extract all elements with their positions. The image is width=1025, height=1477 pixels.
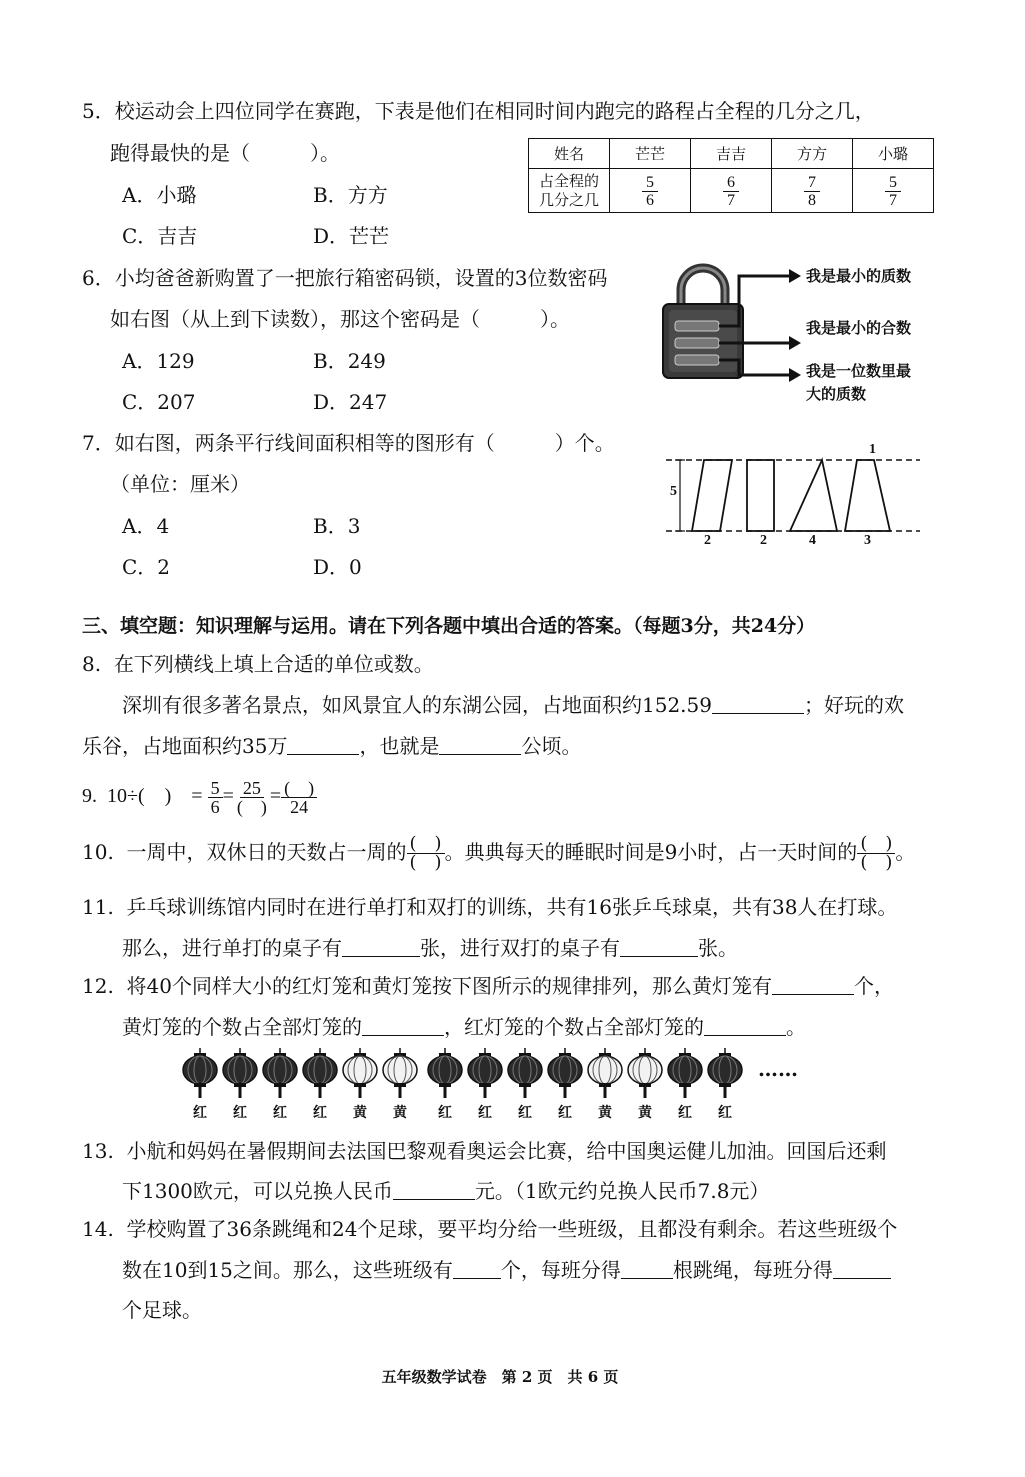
q7-number: 7． (82, 431, 115, 455)
section-3-title: 三、填空题：知识理解与运用。请在下列各题中填出合适的答案。（每题3分，共24分） (82, 615, 816, 637)
lantern-icon (300, 1048, 340, 1100)
bottom-label-1: 2 (704, 533, 711, 548)
lantern-item (665, 1048, 705, 1122)
q14-text-c: 根跳绳，每班分得 (672, 1258, 833, 1282)
answer-blank[interactable] (833, 1258, 891, 1279)
q8-text-e: 公顷。 (521, 734, 582, 758)
fraction-cell (772, 169, 853, 213)
q11-text-c: 张。 (698, 936, 738, 960)
trapezoid-5 (845, 460, 890, 531)
fraction (234, 779, 270, 816)
lantern-icon (465, 1048, 505, 1100)
lantern-icon (545, 1048, 585, 1100)
q9-number: 9. (82, 785, 97, 807)
fraction[interactable] (407, 835, 445, 872)
lantern-icon (625, 1048, 665, 1100)
q6-line1 (82, 265, 607, 291)
q13-text-a: 下1300欧元，可以兑换人民币 (122, 1179, 393, 1203)
fraction-denominator: 6 (210, 796, 220, 817)
answer-blank[interactable] (620, 936, 698, 957)
padlock-figure (655, 258, 805, 388)
answer-blank[interactable] (393, 1179, 475, 1200)
fraction-numerator[interactable]: ( ) (281, 779, 317, 798)
q8-line1 (82, 651, 434, 677)
lantern-row (180, 1048, 780, 1122)
q8-text: 在下列横线上填上合适的单位或数。 (113, 652, 434, 676)
q10-number: 10. (82, 840, 114, 864)
q8-text-d: ，也就是 (359, 734, 440, 758)
q8-line2 (122, 692, 904, 718)
lantern-icon (380, 1048, 420, 1100)
q6-option-c[interactable]: C．207 (122, 390, 196, 414)
q13-line2 (122, 1178, 769, 1204)
fraction-cell (610, 169, 691, 213)
q12-text-c: 黄灯笼的个数占全部灯笼的 (122, 1015, 362, 1039)
fraction-numerator: 5 (642, 174, 658, 192)
q13-line1 (82, 1138, 887, 1164)
lantern-color-label: 红 (313, 1105, 327, 1121)
q12-text-b: 个， (853, 974, 894, 998)
lantern-item (340, 1048, 380, 1122)
q14-line2 (122, 1257, 891, 1283)
bottom-label-2: 2 (760, 533, 767, 548)
q14-number: 14. (82, 1217, 114, 1241)
q14-line1 (82, 1216, 897, 1242)
lock-label-middle: 我是最小的合数 (806, 319, 912, 337)
table-header-xiaolu: 小璐 (853, 139, 934, 169)
fraction-denominator: 7 (889, 191, 897, 209)
lantern-icon (220, 1048, 260, 1100)
fraction-numerator: ( ) (407, 835, 445, 854)
lantern-item (505, 1048, 545, 1122)
q5-line1 (82, 98, 875, 124)
q9-part1: 10÷( ) = (107, 785, 203, 807)
q12-text-a: 将40个同样大小的红灯笼和黄灯笼按下图所示的规律排列，那么黄灯笼有 (126, 974, 772, 998)
lantern-icon (505, 1048, 545, 1100)
q7-option-a[interactable]: A．4 (122, 514, 170, 538)
q8-text-c: 乐谷，占地面积约35万 (82, 734, 288, 758)
fraction[interactable] (857, 835, 895, 872)
fraction-denominator: 8 (808, 191, 816, 209)
q6-option-d[interactable]: D．247 (313, 390, 388, 414)
lantern-icon (585, 1048, 625, 1100)
lantern-item (705, 1048, 745, 1122)
page-footer: 五年级数学试卷 第 2 页 共 6 页 (381, 1368, 619, 1386)
q8-text-a: 深圳有很多著名景点，如风景宜人的东湖公园，占地面积约152.59 (122, 693, 712, 717)
q7-option-d[interactable]: D．0 (313, 555, 362, 579)
q6-text1: 小均爸爸新购置了一把旅行箱密码锁，设置的3位数密码 (114, 266, 608, 290)
q12-text-e: 。 (786, 1015, 806, 1039)
q7-text2: （单位：厘米） (110, 472, 250, 496)
q12-text-d: ，红灯笼的个数占全部灯笼的 (444, 1015, 704, 1039)
parallel-lines-figure (662, 445, 924, 555)
q5-option-a[interactable]: A．小璐 (122, 183, 197, 207)
arrow-head-icon (789, 269, 801, 283)
fraction-numerator: 5 (885, 174, 901, 192)
answer-blank[interactable] (621, 1258, 673, 1279)
fraction (208, 779, 223, 816)
fraction-denominator: 7 (727, 191, 735, 209)
lantern-color-label: 黄 (598, 1105, 612, 1121)
lantern-item (300, 1048, 340, 1122)
lantern-icon (340, 1048, 380, 1100)
parallelogram-1 (692, 460, 732, 531)
row-label-1: 占全程的 (538, 171, 599, 190)
lantern-color-label: 红 (518, 1105, 532, 1121)
lantern-color-label: 红 (193, 1105, 207, 1121)
bottom-label-3: 4 (809, 533, 816, 548)
q6-number: 6． (82, 266, 115, 290)
lantern-icon (425, 1048, 465, 1100)
fraction-denominator: 24 (290, 796, 309, 817)
lantern-icon (665, 1048, 705, 1100)
q11-line2 (122, 935, 738, 961)
q5-option-c[interactable]: C．吉吉 (122, 224, 198, 248)
q5-text1: 校运动会上四位同学在赛跑，下表是他们在相同时间内跑完的路程占全程的几分之几， (114, 99, 875, 123)
answer-blank[interactable] (704, 1015, 786, 1036)
answer-blank[interactable] (712, 693, 804, 714)
lantern-icon (705, 1048, 745, 1100)
q11-text-a: 那么，进行单打的桌子有 (122, 936, 342, 960)
q14-text-b: 个，每班分得 (500, 1258, 621, 1282)
q10-text2: 。典典每天的睡眠时间是9小时，占一天时间的 (444, 840, 858, 864)
q5-text2: 跑得最快的是（ ）。 (110, 141, 340, 165)
q11-text1: 乒乓球训练馆内同时在进行单打和双打的训练，共有16张乒乓球桌，共有38人在打球。 (126, 895, 898, 919)
lantern-color-label: 红 (478, 1105, 492, 1121)
lock-label-top: 我是最小的质数 (806, 267, 912, 285)
fraction-denominator: ( ) (860, 852, 893, 873)
fraction-cell (691, 169, 772, 213)
bottom-label-4: 3 (864, 533, 871, 548)
q7-option-b[interactable]: B．3 (313, 514, 361, 538)
lantern-color-label: 黄 (638, 1105, 652, 1121)
table-header-name: 姓名 (529, 139, 610, 169)
lantern-color-label: 红 (273, 1105, 287, 1121)
fraction-numerator: ( ) (857, 835, 895, 854)
fraction-cell (853, 169, 934, 213)
q5-table (528, 138, 934, 213)
fraction-denominator: ( ) (409, 852, 442, 873)
answer-blank[interactable] (439, 734, 521, 755)
lantern-color-label: 红 (558, 1105, 572, 1121)
table-row-label (529, 169, 610, 213)
lantern-item (465, 1048, 505, 1122)
q5-option-d[interactable]: D．芒芒 (313, 224, 390, 248)
q12-line2 (122, 1014, 806, 1040)
q14-text-a: 数在10到15之间。那么，这些班级有 (122, 1258, 453, 1282)
lantern-item (585, 1048, 625, 1122)
q14-line3: 个足球。 (122, 1298, 202, 1322)
lock-label-bottom-2: 大的质数 (806, 385, 867, 403)
q8-number: 8. (82, 652, 102, 676)
q7-text1: 如右图，两条平行线间面积相等的图形有（ ）个。 (114, 431, 615, 455)
lantern-item (220, 1048, 260, 1122)
lantern-item (545, 1048, 585, 1122)
answer-blank[interactable] (453, 1258, 501, 1279)
fraction-numerator: 25 (240, 779, 264, 798)
row-label-2: 几分之几 (538, 190, 599, 209)
rectangle-2 (747, 460, 774, 531)
top-label: 1 (869, 442, 876, 457)
q14-text1: 学校购置了36条跳绳和24个足球，要平均分给一些班级，且都没有剩余。若这些班级个 (126, 1217, 898, 1241)
q11-line1 (82, 894, 897, 920)
q11-text-b: 张，进行双打的桌子有 (420, 936, 620, 960)
q10-text1: 一周中，双休日的天数占一周的 (126, 840, 407, 864)
fraction-numerator: 6 (723, 174, 739, 192)
table-header-jiji: 吉吉 (691, 139, 772, 169)
table-header-mangmang: 芒芒 (610, 139, 691, 169)
q6-option-a[interactable]: A．129 (122, 349, 195, 373)
q11-number: 11. (82, 895, 114, 919)
lantern-color-label: 红 (438, 1105, 452, 1121)
triangle-4 (790, 460, 837, 531)
lock-label-bottom-1: 我是一位数里最 (806, 362, 912, 380)
q13-text-b: 元。（1欧元约兑换人民币7.8元） (474, 1179, 770, 1203)
fraction (281, 779, 317, 816)
lantern-item (180, 1048, 220, 1122)
q7-option-c[interactable]: C．2 (122, 555, 171, 579)
lantern-ellipsis: …… (758, 1057, 798, 1081)
fraction-denominator[interactable]: ( ) (236, 796, 267, 817)
lantern-color-label: 红 (233, 1105, 247, 1121)
answer-blank[interactable] (342, 936, 420, 957)
table-header-fangfang: 方方 (772, 139, 853, 169)
q8-line3 (82, 733, 581, 759)
lantern-icon (260, 1048, 300, 1100)
fraction-numerator: 5 (208, 779, 223, 798)
lantern-color-label: 黄 (353, 1105, 367, 1121)
fraction-numerator: 7 (804, 174, 820, 192)
lantern-color-label: 红 (678, 1105, 692, 1121)
answer-blank[interactable] (772, 974, 854, 995)
q5-number: 5． (82, 99, 115, 123)
q12-line1 (82, 973, 894, 999)
q13-text1: 小航和妈妈在暑假期间去法国巴黎观看奥运会比赛，给中国奥运健儿加油。回国后还剩 (126, 1139, 887, 1163)
q10-line: 10. 一周中，双休日的天数占一周的 $\frac{( )}{( )}$ 。典典每天的睡眠时间是9小时，占一天时间的 $\frac{( )}{( )}$ 。 (82, 833, 916, 873)
q9-line: 9. 10÷( ) = $\frac{5}{6}$ = $\frac{25}{( )}$ = $\frac{( )}{24}$ (82, 772, 317, 820)
arrow-head-icon (789, 336, 801, 350)
q5-option-b[interactable]: B．方方 (313, 183, 388, 207)
lantern-item (380, 1048, 420, 1122)
answer-blank[interactable] (362, 1015, 444, 1036)
q13-number: 13. (82, 1139, 114, 1163)
q7-line1 (82, 430, 615, 456)
q6-text2: 如右图（从上到下读数），那这个密码是（ ）。 (110, 307, 570, 331)
lantern-color-label: 红 (718, 1105, 732, 1121)
q6-option-b[interactable]: B．249 (313, 349, 386, 373)
arrow-head-icon (789, 368, 801, 382)
fraction-denominator: 6 (646, 191, 654, 209)
q12-number: 12. (82, 974, 114, 998)
lantern-item (260, 1048, 300, 1122)
q8-text-b: ；好玩的欢 (803, 693, 904, 717)
lantern-icon (180, 1048, 220, 1100)
lantern-item (625, 1048, 665, 1122)
answer-blank[interactable] (287, 734, 359, 755)
lantern-color-label: 黄 (393, 1105, 407, 1121)
lantern-item (425, 1048, 465, 1122)
height-label: 5 (670, 484, 677, 499)
